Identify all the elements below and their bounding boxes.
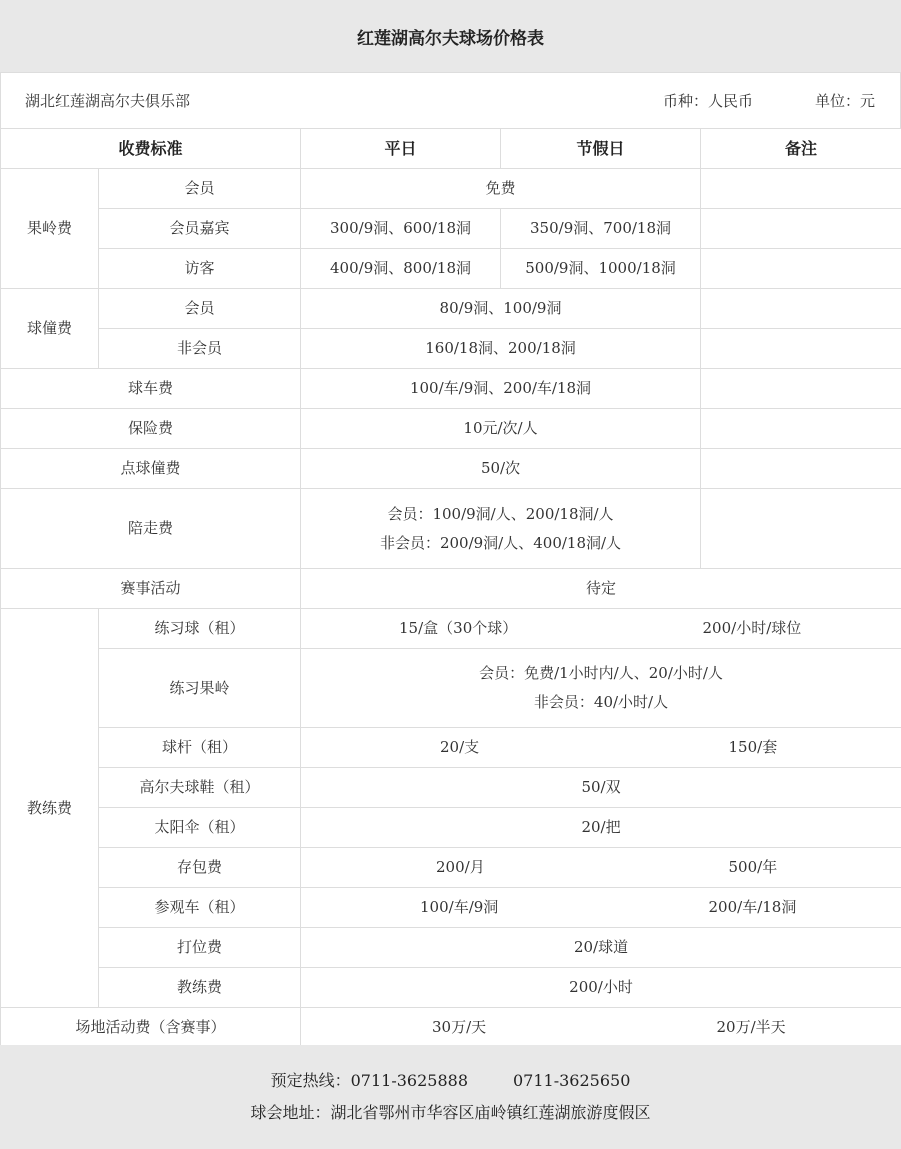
row-label: 点球僮费 (1, 449, 301, 489)
table-row (1, 209, 901, 249)
row-value: 20/把 (301, 808, 901, 848)
row-label: 会员嘉宾 (99, 209, 301, 249)
note-cell (701, 209, 901, 249)
hotline-phone-2: 0711-3625650 (513, 1071, 631, 1090)
note-cell (701, 449, 901, 489)
table-row (1, 169, 901, 209)
table-row (1, 289, 901, 329)
hotline-line (271, 1065, 631, 1097)
table-row (1, 449, 901, 489)
price-table (0, 128, 901, 1048)
note-cell (701, 329, 901, 369)
row-label: 高尔夫球鞋（租） (99, 768, 301, 808)
row-value: 15/盒（30个球） (301, 609, 701, 649)
table-row (1, 808, 901, 848)
col-holiday: 节假日 (501, 129, 701, 169)
note-cell (701, 289, 901, 329)
row-label: 会员 (99, 289, 301, 329)
row-value: 100/车/9洞、200/车/18洞 (301, 369, 701, 409)
escort-line-2: 非会员：200/9洞/人、400/18洞/人 (379, 533, 622, 552)
row-label: 场地活动费（含赛事） (1, 1008, 301, 1048)
row-value-2: 200/小时/球位 (701, 609, 901, 649)
holiday-value: 500/9洞、1000/18洞 (501, 249, 701, 289)
row-value: 待定 (301, 569, 901, 609)
row-label: 教练费 (99, 968, 301, 1008)
caddie-fee-label: 球僮费 (1, 289, 99, 369)
table-row (1, 848, 901, 888)
row-value: 50/双 (301, 768, 901, 808)
table-row (1, 489, 901, 569)
table-row (1, 329, 901, 369)
table-row (1, 609, 901, 649)
row-label: 存包费 (99, 848, 301, 888)
table-row (1, 369, 901, 409)
table-row (1, 249, 901, 289)
row-value: 100/车/9洞 (301, 888, 701, 928)
row-value (301, 649, 901, 728)
row-value: 200/月 (301, 848, 701, 888)
weekday-value: 400/9洞、800/18洞 (301, 249, 501, 289)
row-label: 太阳伞（租） (99, 808, 301, 848)
col-standard: 收费标准 (1, 129, 301, 169)
table-row (1, 569, 901, 609)
hotline-phone-1: 0711-3625888 (350, 1071, 468, 1090)
row-label: 球杆（租） (99, 728, 301, 768)
row-label: 保险费 (1, 409, 301, 449)
row-value: 160/18洞、200/18洞 (301, 329, 701, 369)
note-cell (701, 369, 901, 409)
row-value-2: 20万/半天 (701, 1008, 901, 1048)
weekday-value: 300/9洞、600/18洞 (301, 209, 501, 249)
page-title: 红莲湖高尔夫球场价格表 (357, 28, 544, 49)
footer (0, 1045, 901, 1149)
note-cell (701, 489, 901, 569)
row-value: 10元/次/人 (301, 409, 701, 449)
col-note: 备注 (701, 129, 901, 169)
row-value-2: 200/车/18洞 (701, 888, 901, 928)
row-value: 50/次 (301, 449, 701, 489)
club-name: 湖北红莲湖高尔夫俱乐部 (25, 92, 191, 110)
row-label: 球车费 (1, 369, 301, 409)
unit-label: 单位：元 (814, 92, 875, 110)
table-row (1, 768, 901, 808)
row-label: 访客 (99, 249, 301, 289)
row-value: 80/9洞、100/9洞 (301, 289, 701, 329)
row-value-2: 150/套 (701, 728, 901, 768)
row-value: 20/支 (301, 728, 701, 768)
page-header (0, 0, 901, 73)
note-cell (701, 169, 901, 209)
table-row (1, 888, 901, 928)
row-label: 参观车（租） (99, 888, 301, 928)
row-value (301, 489, 701, 569)
row-label: 赛事活动 (1, 569, 301, 609)
row-value: 免费 (301, 169, 701, 209)
table-row (1, 968, 901, 1008)
currency-label: 币种：人民币 (662, 92, 753, 110)
col-weekday: 平日 (301, 129, 501, 169)
row-value-2: 500/年 (701, 848, 901, 888)
address-line: 球会地址：湖北省鄂州市华容区庙岭镇红莲湖旅游度假区 (250, 1103, 651, 1122)
note-cell (701, 249, 901, 289)
row-label: 陪走费 (1, 489, 301, 569)
table-header-row (1, 129, 901, 169)
table-row (1, 1008, 901, 1048)
holiday-value: 350/9洞、700/18洞 (501, 209, 701, 249)
row-value: 20/球道 (301, 928, 901, 968)
table-row (1, 649, 901, 728)
coach-fee-label: 教练费 (1, 609, 99, 1008)
row-label: 练习果岭 (99, 649, 301, 728)
row-label: 打位费 (99, 928, 301, 968)
row-label: 非会员 (99, 329, 301, 369)
table-row (1, 728, 901, 768)
practice-green-line-1: 会员：免费/1小时内/人、20/小时/人 (479, 664, 723, 682)
note-cell (701, 409, 901, 449)
table-row (1, 409, 901, 449)
info-bar (0, 73, 901, 128)
practice-green-line-2: 非会员：40/小时/人 (533, 693, 669, 711)
row-value: 200/小时 (301, 968, 901, 1008)
green-fee-label: 果岭费 (1, 169, 99, 289)
hotline-label: 预定热线： (270, 1071, 351, 1090)
row-label: 练习球（租） (99, 609, 301, 649)
escort-line-1: 会员：100/9洞/人、200/18洞/人 (387, 504, 614, 523)
row-label: 会员 (99, 169, 301, 209)
row-value: 30万/天 (301, 1008, 701, 1048)
table-row (1, 928, 901, 968)
